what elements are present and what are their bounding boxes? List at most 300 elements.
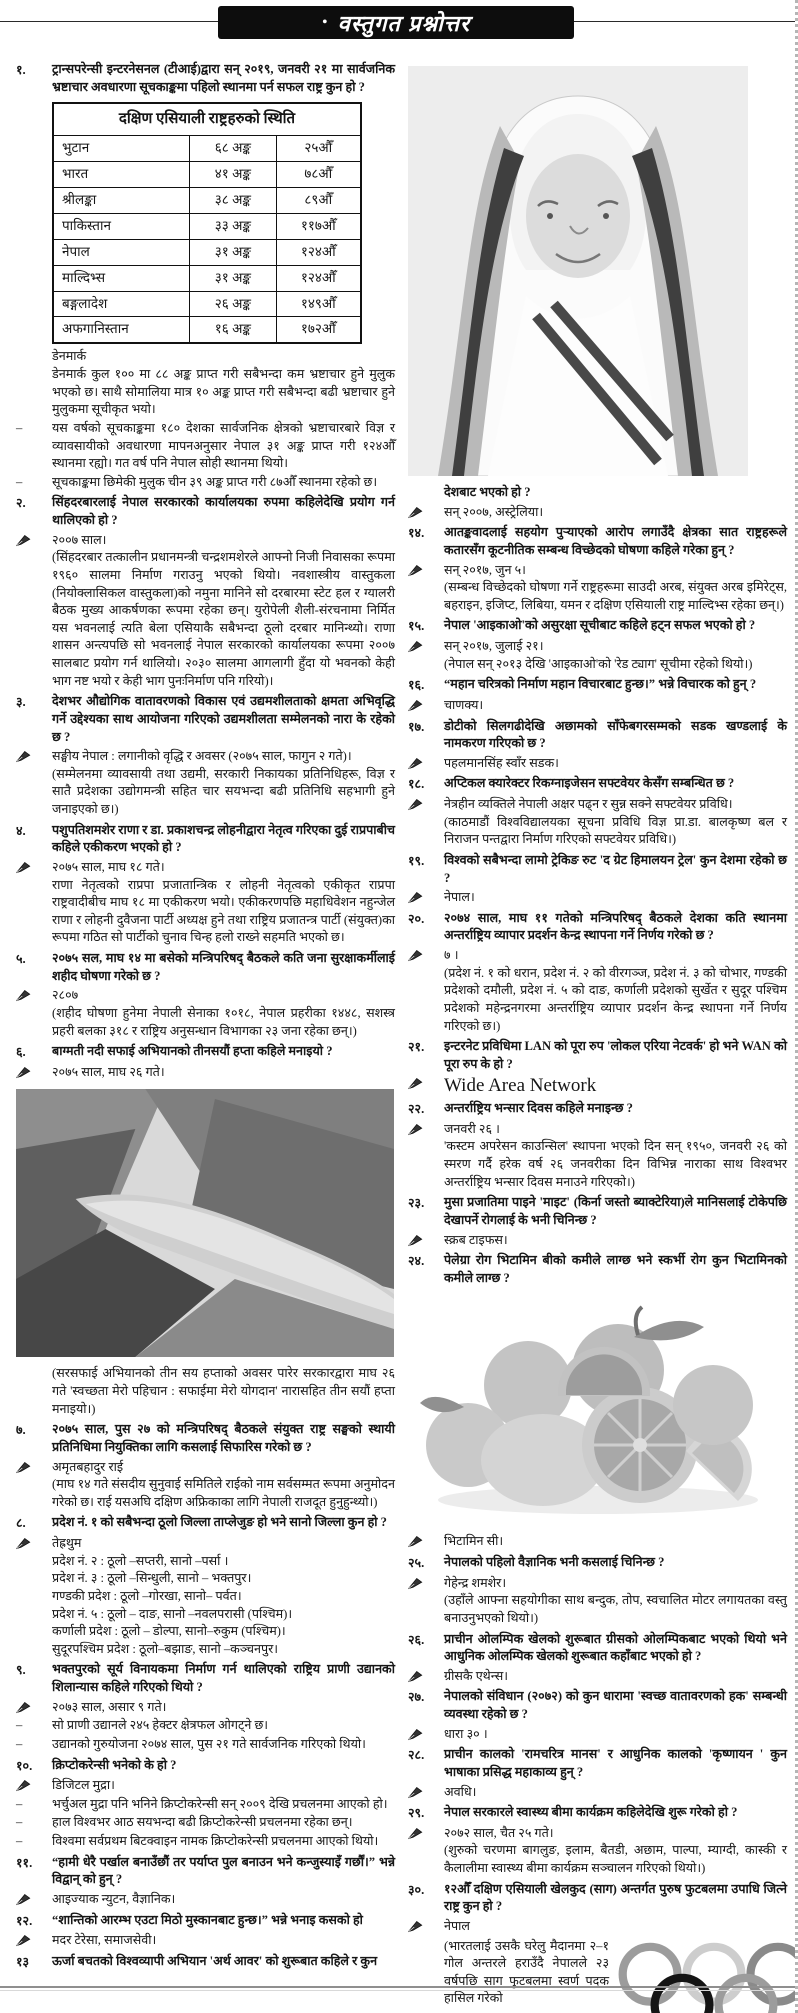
pen-nib-icon	[408, 1920, 423, 1933]
answer-marker	[408, 1668, 444, 1686]
question-item	[16, 1043, 395, 1062]
answer-item	[408, 1232, 787, 1250]
answer-text: धारा ३० ।	[444, 1726, 488, 1741]
answer-marker	[408, 562, 444, 580]
answer-marker	[408, 697, 444, 715]
pen-nib-icon	[16, 1779, 31, 1792]
question-item	[408, 676, 787, 695]
dash-text: सूचकाङ्कमा छिमेकी मुलुक चीन ३९ अङ्क प्राप्त गरी ८७औँ स्थानमा रहेको छ।	[52, 474, 378, 489]
pen-nib-icon	[408, 699, 423, 712]
note-text: (भारतलाई उसकै घरेलु मैदानमा २–१ गोल अन्तरले हराउँदै नेपालले २३ वर्षपछि साग फुटबलमा स्वर्ण पदक हासिल गरेको	[444, 1938, 609, 2006]
question-text: बाग्मती नदी सफाई अभियानको तीनसयौं हप्ता कहिले मनाइयो ?	[52, 1044, 333, 1059]
table-cell-points: ३३ अङ्क	[190, 213, 276, 239]
question-text: “शान्तिको आरम्भ एउटा मिठो मुस्कानबाट हुन्छ।” भन्ने भनाइ कसको हो	[52, 1912, 363, 1927]
question-item	[16, 1421, 395, 1456]
question-text: इन्टरनेट प्रविधिमा LAN को पूरा रुप 'लोकल एरिया नेटवर्क' हो भने WAN को पूरा रुप के हो ?	[444, 1039, 787, 1071]
question-item	[408, 910, 787, 945]
answer-marker	[408, 504, 444, 522]
pen-nib-icon	[16, 861, 31, 874]
right-column	[408, 58, 787, 2013]
pen-nib-icon	[408, 1123, 423, 1136]
table-cell-country: बङ्गलादेश	[53, 291, 190, 317]
province-line: प्रदेश नं. ३ : ठूलो –सिन्धुली, सानो – भक्तपुर।	[52, 1571, 252, 1586]
question-number: १५.	[408, 619, 425, 634]
question-number: १७.	[408, 719, 425, 734]
table-row	[53, 213, 361, 239]
answer-marker	[16, 1699, 52, 1717]
answer-marker	[408, 755, 444, 773]
dash-text: भर्चुअल मुद्रा पनि भनिने क्रिप्टोकरेन्सी सन् २००९ देखि प्रचलनमा आएको हो।	[52, 1796, 388, 1811]
answer-text: २८०७	[52, 988, 79, 1003]
question-text: विश्वको सबैभन्दा लामो ट्रेकिङ रुट 'द ग्रेट हिमालयन ट्रेल' कुन देशमा रहेको छ ?	[444, 852, 787, 885]
answer-marker	[16, 532, 52, 550]
answer-text: नेपाल	[444, 1918, 470, 1933]
dash-marker: –	[16, 1718, 23, 1733]
table-cell-country: पाकिस्तान	[53, 213, 190, 239]
table-cell-rank: ७८औँ	[276, 162, 361, 188]
province-line: प्रदेश नं. २ : ठूलो –सप्तरी, सानो –पर्सा ।	[52, 1553, 229, 1568]
dash-marker: –	[16, 1796, 23, 1811]
question-text: पेलेग्रा रोग भिटामिन बीको कमीले लाग्छ भने स्कर्भी रोग कुन भिटामिनको कमीले लाग्छ ?	[444, 1253, 787, 1285]
answer-item	[408, 1575, 787, 1593]
question-item	[408, 1252, 787, 1287]
question-number: २७.	[408, 1690, 425, 1705]
dash-item	[16, 1814, 395, 1832]
question-item	[16, 950, 395, 985]
question-text: नेपालको संविधान (२०७२) को कुन धारामा 'स्वच्छ वातावरणको हक' सम्बन्धी व्यवस्था रहेको छ ?	[444, 1689, 787, 1722]
answer-text: २०७५ साल, माघ २६ गते।	[52, 1064, 165, 1079]
pen-nib-icon	[408, 891, 423, 904]
answer-item	[408, 638, 787, 656]
question-number: ३.	[16, 695, 26, 710]
table-cell-country: श्रीलङ्का	[53, 188, 190, 214]
pen-nib-icon	[408, 1728, 423, 1741]
answer-item	[408, 1668, 787, 1686]
answer-marker	[408, 1075, 444, 1097]
question-text: “हामी धेरै पर्खाल बनाउँछौं तर पर्याप्त पुल बनाउन भने कन्जुस्याइँ गर्छौं।” भन्ने विद्वान् को हुन् ?	[52, 1854, 395, 1887]
mother-teresa-photo	[408, 66, 748, 476]
pen-nib-icon	[408, 1827, 423, 1840]
answer-marker	[16, 1064, 52, 1082]
question-text: प्राचीन ओलम्पिक खेलको शुरूबात ग्रीसको ओलम्पिकबाट भएको थियो भने आधुनिक ओलम्पिक खेलको शुरूबात कहाँबाट भएको हो ?	[444, 1631, 787, 1664]
question-text: भक्तपुरको सूर्य विनायकमा निर्माण गर्न थालिएको राष्ट्रिय प्राणी उद्यानको शिलान्यास कहिले गरिएको थियो ?	[52, 1662, 395, 1694]
table-cell-points: १६ अङ्क	[190, 317, 276, 343]
question-number: १.	[16, 63, 26, 77]
page-header	[0, 0, 795, 48]
province-line: सुदूरपश्चिम प्रदेश : ठूलो–बझाङ, सानो –कञ्चनपुर।	[52, 1641, 279, 1656]
question-text: ऊर्जा बचतको विश्वव्यापी अभियान 'अर्थ आवर' को शुरूबात कहिले र कुन	[52, 1953, 378, 1968]
table-cell-country: माल्दिभ्स	[53, 265, 190, 291]
note-text: (सम्बन्ध विच्छेदको घोषणा गर्ने राष्ट्रहरूमा साउदी अरब, संयुक्त अरब इमिरेट्स, बहराइन, इजिप्ट, लिबिया, यमन र दक्षिण एसियाली राष्ट्र माल्दिभ्स रहेका छन्।)	[444, 580, 787, 612]
pen-nib-icon	[16, 1701, 31, 1714]
dash-text: विश्वमा सर्वप्रथम बिटक्वाइन नामक क्रिप्टोकरेन्सी प्रचलनमा आएको थियो।	[52, 1834, 379, 1848]
province-line: कर्णाली प्रदेश : ठूलो – डोल्पा, सानो–रुकुम (पश्चिम)।	[52, 1624, 286, 1639]
question-text: २०७५ सल, माघ १४ मा बसेको मन्त्रिपरिषद् बैठकले कति जना सुरक्षाकर्मीलाई शहीद घोषणा गरेको छ ?	[52, 951, 395, 983]
olympic-rings-art	[609, 1938, 798, 2013]
note-text: (नेपाल सन् २०१३ देखि 'आइकाओ'को 'रेड ट्याग' सूचीमा रहेको थियो।)	[444, 656, 753, 671]
answer-text: नेपाल।	[444, 890, 475, 905]
answer-text: आइज्याक न्युटन, वैज्ञानिक।	[52, 1891, 176, 1906]
pen-nib-icon	[408, 798, 423, 811]
answer-item	[408, 1918, 787, 1936]
answer-marker	[16, 1459, 52, 1477]
answer-item	[16, 1932, 395, 1950]
table-cell-country: अफगानिस्तान	[53, 317, 190, 343]
question-item	[408, 775, 787, 794]
question-item	[408, 1881, 787, 1916]
question-item	[408, 852, 787, 887]
table-row	[53, 136, 361, 162]
question-item	[16, 494, 395, 529]
answer-marker	[408, 889, 444, 907]
table-cell-country: भारत	[53, 162, 190, 188]
answer-text: सन् २०१७, जुन ५।	[444, 562, 526, 577]
answer-marker	[408, 1784, 444, 1802]
south-asia-rank-table	[52, 102, 362, 344]
left-column	[16, 58, 395, 2013]
table-cell-points: ३१ अङ्क	[190, 265, 276, 291]
answer-marker	[16, 859, 52, 877]
table-cell-points: ३१ अङ्क	[190, 239, 276, 265]
answer-text: स्क्रब टाइफस।	[444, 1232, 508, 1247]
content-columns	[0, 48, 795, 2013]
answer-text: भिटामिन सी।	[444, 1534, 504, 1549]
note-text: (शहीद घोषणा हुनेमा नेपाली सेनाका १०१८, नेपाल प्रहरीका १४४८, सशस्त्र प्रहरी बलका ३१८ र राष्ट्रिय अनुसन्धान विभागका २३ जना रहेका छन्।)	[52, 1005, 395, 1038]
answer-text: चाणक्य।	[444, 697, 484, 712]
note-text: (काठमाडौं विश्वविद्यालयका सूचना प्रविधि विज्ञ प्रा.डा. बालकृष्ण बल र निराजन पन्तद्वारा निर्माण गरिएको सफ्टवेयर प्रविधि।)	[444, 814, 787, 847]
table-cell-country: भुटान	[53, 136, 190, 162]
answer-text: मदर टेरेसा, समाजसेवी।	[52, 1933, 157, 1948]
table-row	[53, 317, 361, 343]
answer-item	[408, 947, 787, 965]
question-item	[16, 1757, 395, 1776]
question-number: २.	[16, 496, 26, 511]
answer-marker	[408, 1232, 444, 1250]
note-text: (प्रदेश नं. १ को धरान, प्रदेश नं. २ को वीरगञ्ज, प्रदेश नं. ३ को चोभार, गण्डकी प्रदेशको दमौली, प्रदेश नं. ५ को दाङ, कर्णाली प्रदेशको सुर्खेत र सुदूर पश्चिम प्रदेशको महेन्द्रनगरमा अन्तर्राष्ट्रिय व्यापार प्रदर्शन केन्द्र स्थापना गर्ने निर्णय गरिएको छ।)	[444, 965, 787, 1033]
question-number: २०.	[408, 911, 425, 926]
question-number: १३	[16, 1954, 30, 1969]
answer-text: पहलमानसिंह स्वाँर सडक।	[444, 755, 559, 770]
table-cell-rank: २५औँ	[276, 136, 361, 162]
question-text: प्राचीन कालको 'रामचरित्र मानस' र आधुनिक कालको 'कृष्णायन ' कुन भाषाका प्रसिद्ध महाकाव्य हुन् ?	[444, 1747, 787, 1779]
note-text: (शुरुको चरणमा बागलुङ, इलाम, बैतडी, अछाम, पाल्पा, म्याग्दी, कास्की र कैलालीमा स्वास्थ्य बीमा कार्यक्रम सञ्चालन गरिएको थियो।)	[444, 1843, 787, 1876]
question-item	[408, 718, 787, 753]
answer-marker	[408, 1825, 444, 1843]
pen-nib-icon	[408, 1577, 423, 1590]
answer-marker	[16, 1891, 52, 1909]
table-cell-points: ६८ अङ्क	[190, 136, 276, 162]
pen-nib-icon	[16, 1893, 31, 1906]
answer-text: २०७३ साल, असार ९ गते।	[52, 1699, 167, 1714]
dash-item	[16, 420, 395, 473]
question-text: “महान चरित्रको निर्माण महान विचारबाट हुन्छ।” भन्ने विचारक को हुन् ?	[444, 677, 757, 692]
question-item	[408, 1554, 787, 1573]
answer-text: सन् २००७, अस्ट्रेलिया।	[444, 504, 544, 519]
note-text: (उहाँले आफ्ना सहयोगीका साथ बन्दुक, तोप, स्वचालित मोटर लगायतका वस्तु बनाउनुभएको थियो।)	[444, 1593, 787, 1625]
table-cell-points: ४१ अङ्क	[190, 162, 276, 188]
answer-text: सङ्घीय नेपाल : लगानीको वृद्धि र अवसर (२०७५ साल, फागुन २ गते)।	[52, 749, 352, 764]
dash-marker: –	[16, 1834, 23, 1848]
question-item	[16, 1514, 395, 1533]
question-text: अप्टिकल क्यारेक्टर रिकग्नाइजेसन सफ्टवेयर केसँग सम्बन्धित छ ?	[444, 776, 735, 791]
dash-marker: –	[16, 1815, 23, 1830]
question-text: २०७४ साल, माघ ११ गतेको मन्त्रिपरिषद् बैठकले देशका कति स्थानमा अन्तर्राष्ट्रिय व्यापार प्रदर्शन केन्द्र स्थापना गर्ने निर्णय गरेको छ ?	[444, 910, 787, 943]
table-cell-rank: १२४औँ	[276, 265, 361, 291]
answer-item	[408, 796, 787, 814]
answer-text: २००७ साल।	[52, 532, 107, 547]
question-item	[16, 693, 395, 746]
question-text: देशभर औद्योगिक वातावरणको विकास एवं उद्यमशीलताको क्षमता अभिवृद्धि गर्ने उद्देश्यका साथ आयोजना गरिएको उद्यमशीलता सम्मेलनको नारा के रहेको छ ?	[52, 694, 395, 744]
answer-item	[16, 1777, 395, 1795]
question-number: २१.	[408, 1040, 425, 1055]
answer-text: जनवरी २६ ।	[444, 1121, 500, 1136]
answer-item	[16, 532, 395, 550]
question-item	[408, 617, 787, 636]
question-number: २५.	[408, 1556, 425, 1571]
answer-item	[408, 1825, 787, 1843]
question-continuation: देशबाट भएको हो ?	[444, 485, 531, 499]
question-item	[408, 524, 787, 559]
answer-with-rings	[408, 1938, 787, 2013]
pen-nib-icon	[16, 1461, 31, 1474]
dash-marker: –	[16, 1736, 23, 1751]
figure-rings	[609, 1938, 798, 2013]
answer-item	[16, 1459, 395, 1477]
answer-text: २०७२ साल, चैत २५ गते।	[444, 1825, 554, 1840]
figure-teresa	[408, 66, 787, 476]
pen-nib-icon	[408, 1077, 423, 1090]
pen-nib-icon	[408, 1535, 423, 1548]
answer-item	[16, 1535, 395, 1553]
answer-item	[408, 1075, 787, 1097]
table-row	[53, 162, 361, 188]
note-text: (माघ १४ गते संसदीय सुनुवाई समितिले राईको नाम सर्वसम्मत रूपमा अनुमोदन गरेको छ। राई यसअघि दक्षिण अफ्रिकाका लागि नेपाली राजदूत हुनुहुन्थ्यो।)	[52, 1477, 395, 1509]
question-number: २६.	[408, 1632, 425, 1647]
answer-marker	[16, 1535, 52, 1553]
question-text: डोटीको सिलगढीदेखि अछामको साँफेबगरसम्मको सडक खण्डलाई के नामकरण गरिएको छ ?	[444, 718, 787, 751]
dash-item	[16, 474, 395, 492]
pen-nib-icon	[16, 1934, 31, 1947]
question-item	[16, 1953, 395, 1972]
question-item	[16, 1661, 395, 1696]
table-row	[53, 188, 361, 214]
answer-marker	[408, 1533, 444, 1551]
note-text: (सिंहदरबार तत्कालीन प्रधानमन्त्री चन्द्रशमशेरले आफ्नो निजी निवासका रूपमा १९६० सालमा निर्माण गराउनु भएको थियो। नवशास्त्रीय वास्तुकला (नियोक्लासिकल वास्तुकला)को नमुना मानिने सो दरबारमा स्टेट हल र ग्यालरी बैठक मुख्य आकर्षणका रूपमा रहेका छन्। युरोपेली शैली-संरचनामा निर्मित यस भवनलाई त्यति बेला एसियाकै सबैभन्दा ठूलो दरबार मानिन्थ्यो। राणा शासन अन्त्यपछि सो भवनलाई नेपाल सरकारको कार्यालयका रूपमा २००७ सालबाट प्रयोग गर्न थालियो। २०३० सालमा आगलागी हुँदा यो भवनको केही भाग नष्ट भयो र केही भाग पुनःनिर्माण पनि गरियो)।	[52, 550, 395, 688]
table-row	[53, 291, 361, 317]
province-line: प्रदेश नं. ५ : ठूलो – दाङ, सानो –नवलपरासी (पश्चिम)।	[52, 1606, 293, 1621]
answer-marker	[408, 1726, 444, 1744]
pen-nib-icon	[16, 750, 31, 763]
answer-item	[408, 1533, 787, 1551]
question-item	[16, 822, 395, 857]
answer-item	[16, 1699, 395, 1717]
question-number: ५.	[16, 952, 26, 966]
question-item	[408, 1804, 787, 1823]
question-text: १२औँ दक्षिण एसियाली खेलकुद (साग) अन्तर्गत पुरुष फुटबलमा उपाधि जित्ने राष्ट्र कुन हो ?	[444, 1881, 787, 1914]
note-text: राणा नेतृत्वको राप्रपा प्रजातान्त्रिक र लोहनी नेतृत्वको एकीकृत राप्रपा राष्ट्रवादीबीच माघ १८ मा एकीकरण भयो। एकीकरणपछि महाधिवेशन नहुन्जेल राणा र लोहनी दुवैजना पार्टी अध्यक्ष हुने तथा राष्ट्रिय प्रजातन्त्र पार्टी (संयुक्त)का रूपमा गठित सो पार्टीको चुनाव चिन्ह हलो राख्ने सहमति भएको छ।	[52, 877, 395, 945]
table-cell-rank: १४९औँ	[276, 291, 361, 317]
answer-marker	[16, 987, 52, 1005]
answer-text: Wide Area Network	[444, 1075, 597, 1097]
question-number: १८.	[408, 777, 425, 792]
question-text: नेपाल 'आइकाओ'को असुरक्षा सूचीबाट कहिले हट्न सफल भएको हो ?	[444, 618, 756, 633]
answer-marker	[408, 638, 444, 656]
question-item	[408, 1100, 787, 1119]
question-text: क्रिप्टोकरेन्सी भनेको के हो ?	[52, 1757, 177, 1772]
answer-text: ७ ।	[444, 948, 459, 962]
question-text: सिंहदरबारलाई नेपाल सरकारको कार्यालयका रुपमा कहिलेदेखि प्रयोग गर्न थालिएको हो ?	[52, 495, 395, 527]
answer-item	[408, 889, 787, 907]
question-number: ३०.	[408, 1882, 425, 1897]
answer-item	[408, 755, 787, 773]
question-number: ११.	[16, 1855, 33, 1870]
question-item	[16, 1912, 395, 1931]
question-text: ट्रान्सपरेन्सी इन्टरनेसनल (टीआई)द्वारा सन् २०१९, जनवरी २१ मा सार्वजनिक भ्रष्टाचार अवधारणा सूचकाङ्कमा पहिलो स्थानमा पर्न सफल राष्ट्र कुन हो ?	[52, 62, 395, 94]
question-item	[408, 1038, 787, 1073]
answer-item	[16, 987, 395, 1005]
dash-item	[16, 1833, 395, 1851]
answer-text: २०७५ साल, माघ १८ गते।	[52, 859, 165, 874]
answer-marker	[408, 947, 444, 965]
answer-text: नेत्रहीन व्यक्तिले नेपाली अक्षर पढ्न र सुन्न सक्ने सफ्टवेयर प्रविधि।	[444, 797, 733, 811]
question-item	[16, 1854, 395, 1889]
dash-text: सो प्राणी उद्यानले २४५ हेक्टर क्षेत्रफल ओगट्ने छ।	[52, 1718, 269, 1733]
pen-nib-icon	[16, 534, 31, 547]
question-text: प्रदेश नं. १ को सबैभन्दा ठूलो जिल्ला ताप्लेजुङ हो भने सानो जिल्ला कुन हो ?	[52, 1515, 387, 1530]
river-valley-photo	[16, 1089, 394, 1357]
answer-item	[16, 1064, 395, 1082]
dash-marker: –	[16, 474, 23, 489]
answer-item	[408, 1121, 787, 1139]
note-text: (सम्मेलनमा व्यावसायी तथा उद्यमी, सरकारी निकायका प्रतिनिधिहरू, विज्ञ र सातै प्रदेशका उद्योगमन्त्री सहित चार सयभन्दा बढी प्रतिनिधि सहभागी हुने जनाइएको छ।)	[52, 766, 395, 816]
question-text: नेपाल सरकारले स्वास्थ्य बीमा कार्यक्रम कहिलेदेखि शुरू गरेको हो ?	[444, 1805, 738, 1820]
question-number: ९.	[16, 1663, 26, 1678]
dash-marker: –	[16, 420, 23, 435]
answer-marker	[16, 748, 52, 766]
dash-item	[16, 1796, 395, 1814]
table-cell-rank: १७२औँ	[276, 317, 361, 343]
question-text: आतङ्कवादलाई सहयोग पुर्‍याएको आरोप लगाउँदै क्षेत्रका सात राष्ट्रहरूले कतारसँग कूटनीतिक सम्बन्ध विच्छेदको घोषणा कहिले गरेका हुन् ?	[444, 525, 787, 557]
table-cell-rank: ११७औँ	[276, 213, 361, 239]
answer-text: अवधि।	[444, 1784, 477, 1799]
table-row	[53, 265, 361, 291]
dash-text: हाल विश्वभर आठ सयभन्दा बढी क्रिप्टोकरेन्सी प्रचलनमा रहेका छन्।	[52, 1815, 353, 1830]
answer-text: गेहेन्द्र शमशेर।	[444, 1575, 507, 1590]
table-cell-rank: १२४औँ	[276, 239, 361, 265]
province-line: गण्डकी प्रदेश : ठूलो –गोरखा, सानो– पर्वत।	[52, 1588, 242, 1603]
answer-text: ग्रीसकै एथेन्स।	[444, 1668, 509, 1683]
question-item	[16, 61, 395, 96]
question-number: २८.	[408, 1748, 425, 1763]
pen-nib-icon	[16, 989, 31, 1002]
question-text: पशुपतिशमशेर राणा र डा. प्रकाशचन्द्र लोहनीद्वारा नेतृत्व गरिएका दुई राप्रपाबीच कहिले एकीकरण भएको हो ?	[52, 822, 395, 855]
question-number: ७.	[16, 1423, 26, 1438]
answer-text: अमृतबहादुर राई	[52, 1459, 124, 1474]
answer-marker	[408, 1575, 444, 1593]
answer-text: डिजिटल मुद्रा।	[52, 1778, 115, 1793]
question-number: २४.	[408, 1254, 425, 1269]
note-text: डेनमार्क कुल १०० मा ८८ अङ्क प्राप्त गरी सबैभन्दा कम भ्रष्टाचार हुने मुलुक भएको छ। साथै सोमालिया मात्र १० अङ्क प्राप्त गरी सबैभन्दा बढी भ्रष्टाचार हुने मुलुकमा सूचीकृत भयो।	[52, 367, 395, 417]
question-number: ८.	[16, 1516, 26, 1531]
answer-item	[16, 859, 395, 877]
table-cell-points: ३८ अङ्क	[190, 188, 276, 214]
question-item	[408, 1688, 787, 1723]
question-number: १४.	[408, 526, 425, 541]
pen-nib-icon	[408, 506, 423, 519]
answer-text: तेह्रथुम	[52, 1536, 82, 1550]
citrus-fruits-photo	[408, 1295, 788, 1525]
pen-nib-icon	[408, 564, 423, 577]
answer-marker	[16, 1932, 52, 1950]
table-row	[53, 239, 361, 265]
pen-nib-icon	[16, 1066, 31, 1079]
figure-fruits	[408, 1295, 787, 1525]
answer-item	[408, 1726, 787, 1744]
question-number: ६.	[16, 1045, 26, 1060]
pen-nib-icon	[408, 1234, 423, 1247]
section-title-banner	[218, 6, 574, 39]
answer-item	[16, 748, 395, 766]
dash-text: यस वर्षको सूचकाङ्कमा १८० देशका सार्वजनिक क्षेत्रको भ्रष्टाचारबारे विज्ञ र व्यावसायीको अवधारणा मापनअनुसार नेपाल ३१ अङ्क प्राप्त गरी १२४औँ स्थानमा रह्यो। गत वर्ष पनि नेपाल सोही स्थानमा थियो।	[52, 420, 395, 471]
question-number: २३.	[408, 1196, 425, 1211]
question-text: नेपालको पहिलो वैज्ञानिक भनी कसलाई चिनिन्छ ?	[444, 1555, 665, 1570]
question-number: ४.	[16, 823, 26, 838]
question-item	[408, 1746, 787, 1781]
section-title: वस्तुगत प्रश्नोत्तर	[337, 10, 470, 36]
question-number: २२.	[408, 1102, 425, 1117]
question-text: २०७५ साल, पुस २७ को मन्त्रिपरिषद् बैठकले संयुक्त राष्ट्र सङ्घको स्थायी प्रतिनिधिमा नियुक्तिका लागि कसलाई सिफारिस गरेको छ ?	[52, 1422, 395, 1454]
answer-marker	[408, 796, 444, 814]
question-number: २९.	[408, 1806, 425, 1821]
table-title: दक्षिण एसियाली राष्ट्रहरुको स्थिति	[53, 103, 361, 136]
dash-item	[16, 1736, 395, 1754]
table-cell-points: २६ अङ्क	[190, 291, 276, 317]
note-text: 'कस्टम अपरेसन काउन्सिल' स्थापना भएको दिन सन् १९५०, जनवरी २६ को स्मरण गर्दै हरेक वर्ष २६ जनवरीका दिन विभिन्न नाराका साथ विश्वभर अन्तर्राष्ट्रिय भन्सार दिवस मनाउने गरिएको।)	[444, 1139, 787, 1189]
answer-marker	[408, 1121, 444, 1139]
pen-nib-icon	[408, 757, 423, 770]
figure-river	[16, 1089, 395, 1357]
question-item	[408, 1631, 787, 1666]
answer-marker	[16, 1777, 52, 1795]
answer-item	[16, 1891, 395, 1909]
dash-text: उद्यानको गुरुयोजना २०७४ साल, पुस २१ गते सार्वजनिक गरिएको थियो।	[52, 1736, 366, 1751]
question-item	[408, 1194, 787, 1229]
question-number: १२.	[16, 1913, 33, 1928]
pen-nib-icon	[408, 1670, 423, 1683]
question-number: १९.	[408, 853, 425, 868]
note-text: डेनमार्क	[52, 349, 87, 364]
question-number: १०.	[16, 1758, 33, 1773]
question-text: मुसा प्रजातिमा पाइने 'माइट' (किर्ना जस्तो ब्याक्टेरिया)ले मानिसलाई टोकेपछि देखापर्ने रोगलाई के भनी चिनिन्छ ?	[444, 1195, 787, 1227]
pen-nib-icon	[408, 949, 423, 962]
answer-marker	[408, 1918, 444, 1936]
question-text: अन्तर्राष्ट्रिय भन्सार दिवस कहिले मनाइन्छ ?	[444, 1101, 633, 1116]
question-number: १६.	[408, 678, 425, 693]
answer-item	[408, 1784, 787, 1802]
pen-nib-icon	[16, 1537, 31, 1550]
pen-nib-icon	[408, 1786, 423, 1799]
table-title-row	[53, 103, 361, 136]
bottom-divider	[0, 1986, 795, 1991]
answer-item	[408, 504, 787, 522]
dash-item	[16, 1717, 395, 1735]
note-text: (सरसफाई अभियानको तीन सय हप्ताको अवसर पारेर सरकारद्वारा माघ २६ गते 'स्वच्छता मेरो पहिचान : सफाईमा मेरो योगदान' नारासहित तीन सयौं हप्ता मनाइयो।)	[52, 1366, 395, 1416]
table-cell-country: नेपाल	[53, 239, 190, 265]
bullet-icon: •	[322, 13, 328, 31]
answer-item	[408, 562, 787, 580]
answer-text: सन् २०१७, जुलाई २१।	[444, 639, 544, 653]
pen-nib-icon	[408, 640, 423, 653]
